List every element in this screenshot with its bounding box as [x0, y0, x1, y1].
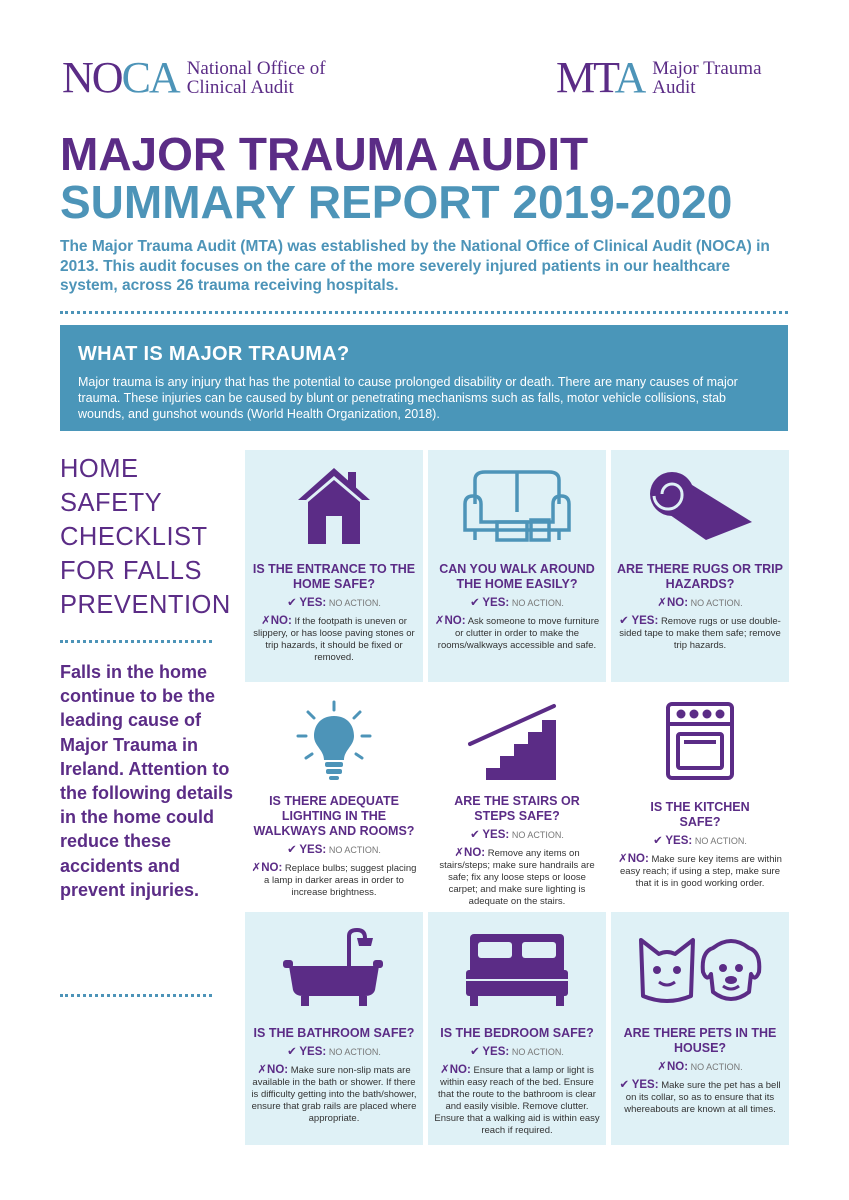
answer-text: NO ACTION.	[328, 1047, 381, 1057]
intro-paragraph: The Major Trauma Audit (MTA) was established by the National Office of Clinical Audit (NOCA) in 2013. This audit focuses on the care of the more severely injured patients in our healthcare system, across 26 trauma receiving hospitals.	[60, 238, 770, 294]
checklist-title	[60, 452, 240, 622]
answer-text: NO ACTION.	[511, 1047, 564, 1057]
checklist-question: ARE THERE RUGS OR TRIP HAZARDS?	[617, 562, 783, 591]
checklist-answer-second	[617, 853, 783, 890]
checkmark-icon: ✔	[470, 597, 480, 609]
checklist-item-kitchen	[611, 686, 789, 908]
checkmark-icon: ✔	[287, 597, 297, 609]
checklist-answer-second	[617, 1079, 783, 1116]
answer-text: Make sure the pet has a bell on its collar, so as to ensure that its whereabouts are known at all times.	[624, 1080, 781, 1115]
answer-text: NO ACTION.	[511, 830, 564, 840]
checklist-answer-second	[251, 862, 417, 899]
falls-statement: Falls in the home continue to be the leading cause of Major Trauma in Ireland. Attention to the following details in the home could reduce these accidents and prevent injuries.	[60, 662, 234, 900]
answer-label: NO:	[261, 862, 283, 874]
house-icon	[294, 464, 374, 546]
answer-label: YES:	[482, 597, 510, 609]
cross-icon: ✗	[434, 615, 445, 627]
checklist-answer-second	[251, 1064, 417, 1125]
cross-icon: ✗	[657, 1061, 667, 1073]
checklist-item-entrance	[245, 450, 423, 682]
answer-text: Make sure key items are within easy reach; if using a step, make sure that it is in good working order.	[620, 854, 782, 889]
mta-logo	[556, 53, 762, 102]
checklist-answer-second	[434, 1064, 600, 1137]
checkmark-icon: ✔	[653, 835, 663, 847]
pets-icon	[635, 926, 765, 1008]
page-subtitle: SUMMARY REPORT 2019-2020	[60, 176, 733, 228]
checklist-item-pets	[611, 912, 789, 1145]
answer-label: NO:	[444, 615, 466, 627]
checkmark-icon: ✔	[470, 829, 480, 841]
checkmark-icon: ✔	[619, 1079, 630, 1091]
answer-label: NO:	[270, 615, 292, 627]
checklist-answer-second	[251, 615, 417, 664]
answer-label: YES:	[482, 1046, 510, 1058]
checklist-question: ARE THE STAIRS OR STEPS SAFE?	[454, 794, 580, 823]
checklist-answer-first	[434, 597, 600, 610]
checklist-grid	[245, 450, 788, 1145]
checklist-question: IS THE BEDROOM SAFE?	[440, 1026, 594, 1040]
noca-logo-line2: Clinical Audit	[186, 77, 294, 98]
checkmark-icon: ✔	[619, 615, 629, 627]
checklist-item-bathroom	[245, 912, 423, 1145]
checkmark-icon: ✔	[287, 844, 297, 856]
answer-label: YES:	[631, 1079, 659, 1091]
dotted-divider	[60, 311, 788, 314]
noca-logo-mark-no: NO	[62, 53, 122, 102]
checklist-answer-first	[617, 1061, 783, 1074]
answer-text: NO ACTION.	[694, 836, 747, 846]
checklist-answer-first	[251, 597, 417, 610]
checklist-item-rugs	[611, 450, 789, 682]
light-bulb-icon	[294, 700, 374, 782]
answer-text: Make sure non-slip mats are available in the bath or shower. If there is difficulty getting into the bath/shower, ensure that grab rails are placed where appropriate.	[251, 1065, 417, 1124]
page-title: MAJOR TRAUMA AUDIT	[60, 128, 589, 180]
banner-body: Major trauma is any injury that has the potential to cause prolonged disability or death. There are many causes of major trauma. These injuries can be caused by blunt or penetrating mechanisms such as falls, motor vehicle collisions, stab wounds, and gunshot wounds (World Health Organization, 2018).	[78, 375, 738, 421]
answer-label: YES:	[665, 835, 693, 847]
answer-label: YES:	[299, 844, 327, 856]
checklist-title-line: FOR FALLS	[60, 557, 202, 585]
checklist-answer-first	[617, 835, 783, 848]
cross-icon: ✗	[657, 597, 667, 609]
checklist-item-lighting	[245, 686, 423, 908]
answer-text: NO ACTION.	[511, 598, 564, 608]
checklist-title-line: HOME	[60, 455, 139, 483]
checklist-answer-first	[251, 844, 417, 857]
dotted-divider	[60, 994, 212, 997]
noca-logo-line1: National Office of	[186, 58, 326, 79]
mta-logo-mark	[556, 53, 645, 102]
mta-logo-line1: Major Trauma	[652, 58, 762, 79]
answer-text: Remove any items on stairs/steps; make sure handrails are safe; fix any loose steps or loose carpet; and make sure lighting is adequate on the stairs.	[439, 848, 595, 907]
checklist-answer-second	[434, 847, 600, 908]
checklist-question: IS THE ENTRANCE TO THE HOME SAFE?	[252, 562, 416, 591]
checklist-answer-first	[434, 829, 600, 842]
rug-icon	[640, 464, 760, 546]
banner-heading: WHAT IS MAJOR TRAUMA?	[78, 343, 350, 365]
answer-label: NO:	[267, 1064, 289, 1076]
answer-text: Remove rugs or use double-sided tape to make them safe; remove trip hazards.	[619, 616, 781, 651]
cross-icon: ✗	[251, 862, 262, 874]
cross-icon: ✗	[261, 615, 271, 627]
answer-label: NO:	[464, 847, 486, 859]
checklist-question: IS THERE ADEQUATE LIGHTING IN THE WALKWAYS AND ROOMS?	[253, 794, 415, 838]
checklist-answer-second	[617, 615, 783, 652]
checkmark-icon: ✔	[470, 1046, 480, 1058]
answer-text: NO ACTION.	[690, 1062, 743, 1072]
checklist-item-stairs	[428, 686, 606, 908]
checklist-title-line: CHECKLIST	[60, 523, 208, 551]
answer-text: If the footpath is uneven or slippery, or has loose paving stones or trip hazards, it should be fixed or removed.	[253, 616, 415, 663]
checklist-answer-first	[617, 597, 783, 610]
answer-text: NO ACTION.	[690, 598, 743, 608]
checklist-item-walk-around	[428, 450, 606, 682]
checklist-title-line: PREVENTION	[60, 591, 231, 619]
what-is-major-trauma-banner	[60, 325, 788, 431]
checklist-question: IS THE KITCHEN SAFE?	[650, 800, 750, 829]
stairs-icon	[462, 700, 572, 782]
oven-icon	[660, 700, 740, 782]
noca-logo	[62, 53, 326, 102]
noca-logo-text	[187, 59, 326, 97]
checklist-question: CAN YOU WALK AROUND THE HOME EASILY?	[439, 562, 595, 591]
answer-text: NO ACTION.	[328, 598, 381, 608]
answer-label: NO:	[666, 597, 689, 609]
answer-text: Ensure that a lamp or light is within easy reach of the bed. Ensure that the route to the bathroom is clear and easily visible. Remove clutter. Ensure that a walking aid is within easy reach if required.	[434, 1065, 600, 1136]
sofa-icon	[461, 464, 573, 546]
checklist-item-bedroom	[428, 912, 606, 1145]
answer-label: YES:	[299, 597, 327, 609]
dotted-divider	[60, 640, 212, 643]
answer-label: YES:	[482, 829, 510, 841]
mta-logo-mark-a: A	[614, 53, 645, 102]
answer-label: NO:	[666, 1061, 689, 1073]
answer-label: YES:	[299, 1046, 327, 1058]
noca-logo-mark	[62, 53, 179, 102]
checkmark-icon: ✔	[287, 1046, 297, 1058]
checklist-question: IS THE BATHROOM SAFE?	[253, 1026, 415, 1040]
answer-text: NO ACTION.	[328, 845, 381, 855]
answer-label: NO:	[627, 853, 649, 865]
checklist-answer-first	[434, 1046, 600, 1059]
checklist-answer-second	[434, 615, 600, 652]
checklist-title-line: SAFETY	[60, 489, 163, 517]
cross-icon: ✗	[440, 1064, 450, 1076]
cross-icon: ✗	[257, 1064, 268, 1076]
answer-label: NO:	[449, 1064, 471, 1076]
mta-logo-mark-mt: MT	[556, 53, 615, 102]
checklist-answer-first	[251, 1046, 417, 1059]
bathtub-icon	[279, 926, 389, 1008]
answer-text: Ask someone to move furniture or clutter in order to make the rooms/walkways accessible and safe.	[437, 616, 600, 651]
bed-icon	[462, 926, 572, 1008]
cross-icon: ✗	[454, 847, 465, 859]
answer-label: YES:	[631, 615, 659, 627]
mta-logo-line2: Audit	[652, 77, 696, 98]
answer-text: Replace bulbs; suggest placing a lamp in darker areas in order to increase brightness.	[264, 863, 417, 898]
mta-logo-text	[652, 59, 761, 97]
checklist-question: ARE THERE PETS IN THE HOUSE?	[623, 1026, 777, 1055]
cross-icon: ✗	[618, 853, 628, 865]
noca-logo-mark-ca: CA	[121, 53, 179, 102]
